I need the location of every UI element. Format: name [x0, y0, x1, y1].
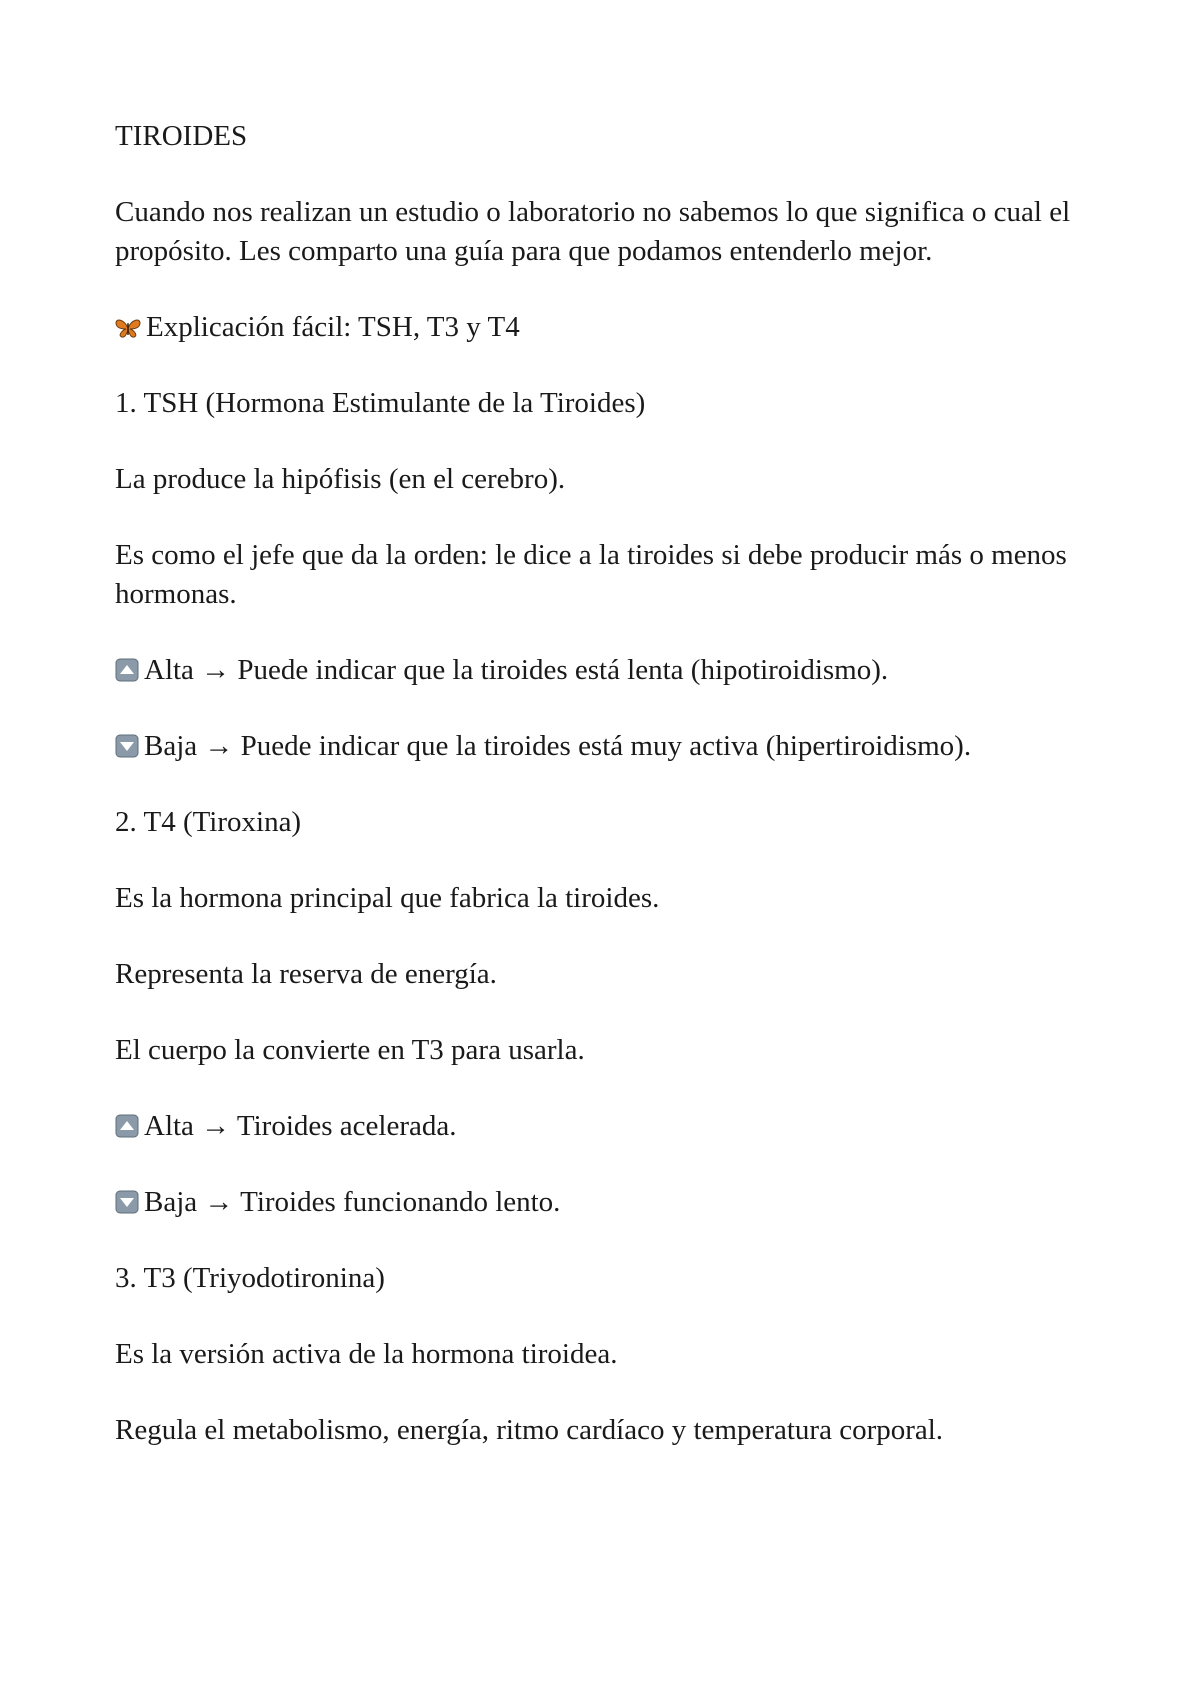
section-heading-tsh: 1. TSH (Hormona Estimulante de la Tiroides) — [115, 387, 646, 419]
document-title: TIROIDES — [115, 120, 248, 152]
t3-line-1: Es la versión activa de la hormona tiroidea. — [115, 1338, 618, 1370]
section-heading-t3: 3. T3 (Triyodotironina) — [115, 1262, 385, 1294]
down-arrow-button-icon — [115, 734, 139, 758]
t4-low-text: Baja → Tiroides funcionando lento. — [144, 1186, 561, 1218]
t4-low-line — [115, 1183, 1115, 1222]
t4-high-line — [115, 1107, 1115, 1146]
t4-line-3: El cuerpo la convierte en T3 para usarla. — [115, 1034, 585, 1066]
t4-line-2: Representa la reserva de energía. — [115, 958, 497, 990]
up-arrow-button-icon — [115, 658, 139, 682]
tsh-low-line — [115, 727, 1115, 766]
tsh-low-text: Baja → Puede indicar que la tiroides está muy activa (hipertiroidismo). — [144, 730, 972, 762]
tsh-high-line — [115, 651, 1115, 690]
subtitle-line — [115, 308, 1115, 347]
document-body — [115, 117, 1115, 1487]
tsh-high-text: Alta → Puede indicar que la tiroides está lenta (hipotiroidismo). — [144, 654, 889, 686]
butterfly-icon — [115, 317, 141, 339]
down-arrow-button-icon — [115, 1190, 139, 1214]
t4-line-1: Es la hormona principal que fabrica la tiroides. — [115, 882, 660, 914]
section-heading-t4: 2. T4 (Tiroxina) — [115, 806, 302, 838]
t4-high-text: Alta → Tiroides acelerada. — [144, 1110, 457, 1142]
t3-line-2: Regula el metabolismo, energía, ritmo cardíaco y temperatura corporal. — [115, 1414, 944, 1446]
intro-paragraph: Cuando nos realizan un estudio o laboratorio no sabemos lo que significa o cual el propósito. Les comparto una guía para que podamos entenderlo mejor. — [115, 196, 1071, 267]
tsh-line-1: La produce la hipófisis (en el cerebro). — [115, 463, 566, 495]
tsh-line-2: Es como el jefe que da la orden: le dice a la tiroides si debe producir más o menos hormonas. — [115, 539, 1067, 610]
up-arrow-button-icon — [115, 1114, 139, 1138]
subtitle-text: Explicación fácil: TSH, T3 y T4 — [146, 311, 520, 343]
